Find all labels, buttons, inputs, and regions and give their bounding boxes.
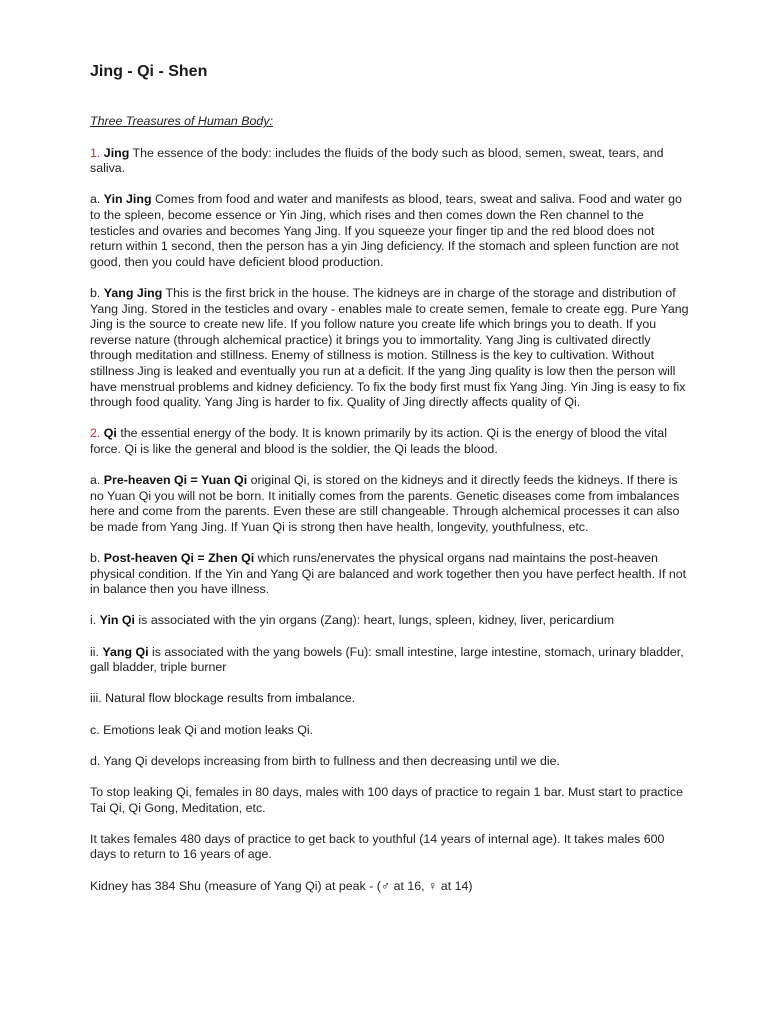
document-subtitle: Three Treasures of Human Body: bbox=[90, 114, 273, 128]
paragraph-flow-blockage: iii. Natural flow blockage results from imbalance. bbox=[90, 691, 356, 706]
paragraph-yin-jing bbox=[90, 192, 690, 270]
item-prefix: ii. bbox=[90, 644, 103, 659]
item-prefix: a. bbox=[90, 473, 104, 488]
paragraph-yang-qi bbox=[90, 645, 690, 676]
paragraph-text: which runs/enervates the physical organs nad maintains the post-heaven physical condition. If the Yin and Yang Qi are balanced and work together then you have perfect health. If not in balance then you have illness. bbox=[90, 551, 687, 597]
section-number: 1. bbox=[90, 145, 101, 160]
item-prefix: a. bbox=[90, 192, 104, 207]
term: Yin Qi bbox=[99, 613, 135, 628]
paragraph-text: The essence of the body: includes the fluids of the body such as blood, semen, sweat, tears, and saliva. bbox=[90, 145, 664, 176]
item-prefix: i. bbox=[90, 613, 100, 628]
document-title: Jing - Qi - Shen bbox=[90, 63, 208, 80]
section-number: 2. bbox=[90, 426, 101, 441]
paragraph-pre-heaven-qi bbox=[90, 473, 690, 535]
paragraph-practice-days: It takes females 480 days of practice to get back to youthful (14 years of internal age). It takes males 600 days to return to 16 years of age. bbox=[90, 831, 665, 862]
paragraph-post-heaven-qi bbox=[90, 551, 690, 598]
paragraph-text: This is the first brick in the house. The kidneys are in charge of the storage and distribution of Yang Jing. Stored in the testicles and ovary - enables male to create semen, female to create egg. Pure Yang Jing is the source to create new life. If you follow nature you create life which brings you to death. If you reverse nature (through alchemical practice) it brings you to immortality. Yang Jing is cultivated directly through meditation and stillness. Enemy of stillness is motion. Stillness is the key to cultivation. Without stillness Jing is leaked and eventually you run at a deficit. If the yang Jing quality is low then the person will have menstrual problems and kidney deficiency. To fix the body first must fix Yang Jing. Yin Jing is easy to fix through food quality. Yang Jing is harder to fix. Quality of Jing directly affects quality of Qi. bbox=[90, 285, 689, 410]
paragraph-text: Comes from food and water and manifests as blood, tears, sweat and saliva. Food and water go to the spleen, become essence or Yin Jing, which rises and then comes down the Ren channel to the testicles and ovaries and becomes Yang Jing. If you squeeze your finger tip and the red blood does not return within 1 second, then the person has a yin Jing deficiency. If the stomach and spleen function are not good, then you could have deficient blood production. bbox=[90, 192, 682, 269]
term: Pre-heaven Qi = Yuan Qi bbox=[103, 473, 248, 488]
paragraph-kidney-shu: Kidney has 384 Shu (measure of Yang Qi) at peak - (♂ at 16, ♀ at 14) bbox=[90, 878, 473, 893]
paragraph-text: original Qi, is stored on the kidneys and it directly feeds the kidneys. If there is no Yuan Qi you will not be born. It initially comes from the parents. Genetic diseases come from imbalances here and come from the parents. Even these are still changeable. Through alchemical processes it can also be made from Yang Jing. If Yuan Qi is strong then have health, longevity, youthfulness, etc. bbox=[90, 473, 680, 534]
paragraph-yang-qi-development: d. Yang Qi develops increasing from birth to fullness and then decreasing until we die. bbox=[90, 753, 560, 768]
paragraph-text: is associated with the yin organs (Zang): heart, lungs, spleen, kidney, liver, pericardium bbox=[134, 613, 615, 628]
term: Yin Jing bbox=[103, 192, 152, 207]
paragraph-text: the essential energy of the body. It is known primarily by its action. Qi is the energy of blood the vital force. Qi is like the general and blood is the soldier, the Qi leads the blood. bbox=[90, 426, 667, 456]
term: Qi bbox=[103, 426, 117, 441]
document-page bbox=[90, 62, 690, 910]
term: Yang Jing bbox=[103, 285, 163, 300]
paragraph-yang-jing bbox=[90, 286, 690, 411]
term: Jing bbox=[103, 145, 130, 160]
item-prefix: b. bbox=[90, 285, 104, 300]
item-prefix: b. bbox=[90, 551, 104, 566]
paragraph-qi bbox=[90, 426, 690, 457]
paragraph-emotions: c. Emotions leak Qi and motion leaks Qi. bbox=[90, 722, 314, 737]
term: Post-heaven Qi = Zhen Qi bbox=[103, 551, 255, 566]
term: Yang Qi bbox=[102, 644, 149, 659]
paragraph-jing bbox=[90, 146, 690, 177]
paragraph-yin-qi bbox=[90, 613, 690, 629]
paragraph-text: is associated with the yang bowels (Fu): small intestine, large intestine, stomach, urinary bladder, gall bladder, triple burner bbox=[90, 644, 684, 675]
paragraph-stop-leaking: To stop leaking Qi, females in 80 days, males with 100 days of practice to regain 1 bar. Must start to practice Tai Qi, Qi Gong, Meditation, etc. bbox=[90, 784, 683, 815]
